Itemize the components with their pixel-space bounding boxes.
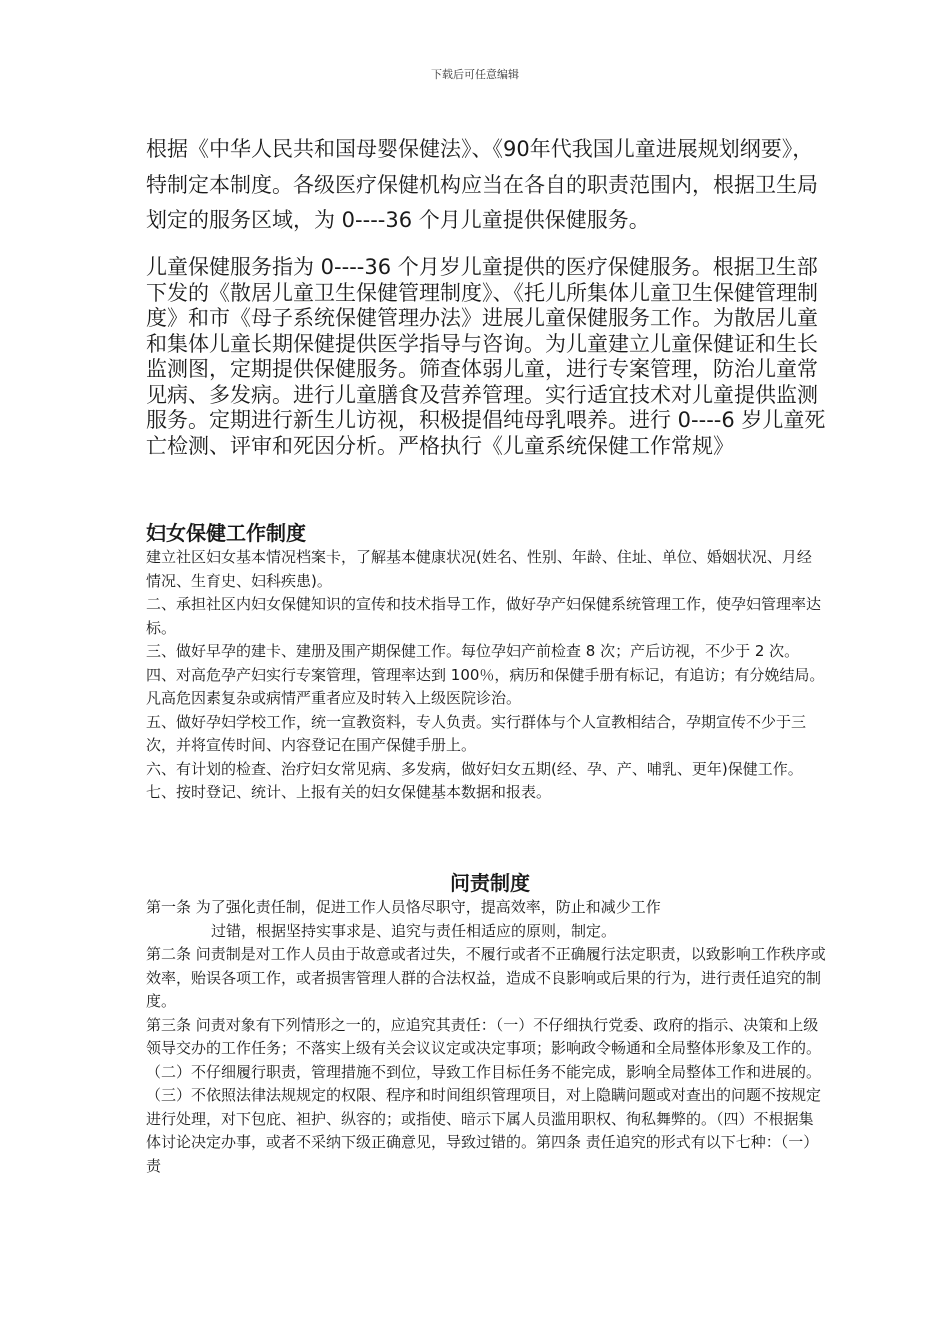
list-item: 三、做好早孕的建卡、建册及围产期保健工作。每位孕妇产前检查 8 次；产后访视，不少于 2 次。: [146, 642, 800, 660]
paragraph-text: 根据《中华人民共和国母婴保健法》、《90年代我国儿童进展规划纲要》，特制定本制度。各级医疗保健机构应当在各自的职责范围内，根据卫生局划定的服务区域，为 0----36 个月儿童提供保健服务。: [146, 137, 818, 232]
list-item: 七、按时登记、统计、上报有关的妇女保健基本数据和报表。: [146, 783, 552, 801]
child-health-paragraph-1: [146, 132, 826, 239]
article-3: 第三条 问责对象有下列情形之一的，应追究其责任：（一）不仔细执行党委、政府的指示、决策和上级领导交办的工作任务；不落实上级有关会议议定或决定事项；影响政令畅通和全局整体形象及工作的。（二）不仔细履行职责，管理措施不到位，导致工作目标任务不能完成，影响全局整体工作和进展的。（三）不依照法律法规规定的权限、程序和时间组织管理项目，对上隐瞒问题或对查出的问题不按规定进行处理，对下包庇、袒护、纵容的；或指使、暗示下属人员滥用职权、徇私舞弊的。（四）不根据集体讨论决定办事，或者不采纳下级正确意见，导致过错的。第四条 责任追究的形式有以下七种：（一）责: [146, 1015, 822, 1175]
list-item: 五、做好孕妇学校工作，统一宣教资料，专人负责。实行群体与个人宣教相结合，孕期宣传不少于三次，并将宣传时间、内容登记在围产保健手册上。: [146, 712, 807, 754]
accountability-section: [146, 870, 826, 1178]
child-health-paragraph-2: [146, 255, 826, 459]
section-title: 问责制度: [450, 871, 530, 895]
page-header: 下载后可任意编辑: [431, 68, 519, 81]
section-title: 妇女保健工作制度: [146, 521, 306, 545]
paragraph-text: 儿童保健服务指为 0----36 个月岁儿童提供的医疗保健服务。根据卫生部下发的《散居儿童卫生保健管理制度》、《托儿所集体儿童卫生保健管理制度》和市《母子系统保健管理办法》进展儿童保健服务工作。为散居儿童和集体儿童长期保健提供医学指导与咨询。为儿童建立儿童保健证和生长监测图，定期提供保健服务。筛查体弱儿童，进行专案管理，防治儿童常见病、多发病。进行儿童膳食及营养管理。实行适宜技术对儿童提供监测服务。定期进行新生儿访视，积极提倡纯母乳喂养。进行 0----6 岁儿童死亡检测、评审和死因分析。严格执行《儿童系统保健工作常规》: [146, 255, 826, 458]
article-2: 第二条 问责制是对工作人员由于故意或者过失，不履行或者不正确履行法定职责，以致影响工作秩序或效率，贻误各项工作，或者损害管理人群的合法权益，造成不良影响或后果的行为，进行责任追究的制度。: [146, 945, 826, 1010]
list-item: 六、有计划的检查、治疗妇女常见病、多发病，做好妇女五期(经、孕、产、哺乳、更年)保健工作。: [146, 759, 803, 778]
women-health-section: [146, 520, 826, 805]
list-item: 四、对高危孕产妇实行专案管理，管理率达到 100％，病历和保健手册有标记，有追访；有分娩结局。凡高危因素复杂或病情严重者应及时转入上级医院诊治。: [146, 665, 825, 707]
article-1: 第一条 为了强化责任制，促进工作人员恪尽职守，提高效率，防止和减少工作: [146, 898, 661, 916]
list-item: 二、承担社区内妇女保健知识的宣传和技术指导工作，做好孕产妇保健系统管理工作，使孕妇管理率达标。: [146, 595, 822, 637]
article-1-continued: 过错，根据坚持实事求是、追究与责任相适应的原则，制定。: [211, 921, 617, 940]
list-item: 建立社区妇女基本情况档案卡，了解基本健康状况(姓名、性别、年龄、住址、单位、婚姻状况、月经情况、生育史、妇科疾患)。: [146, 548, 812, 590]
